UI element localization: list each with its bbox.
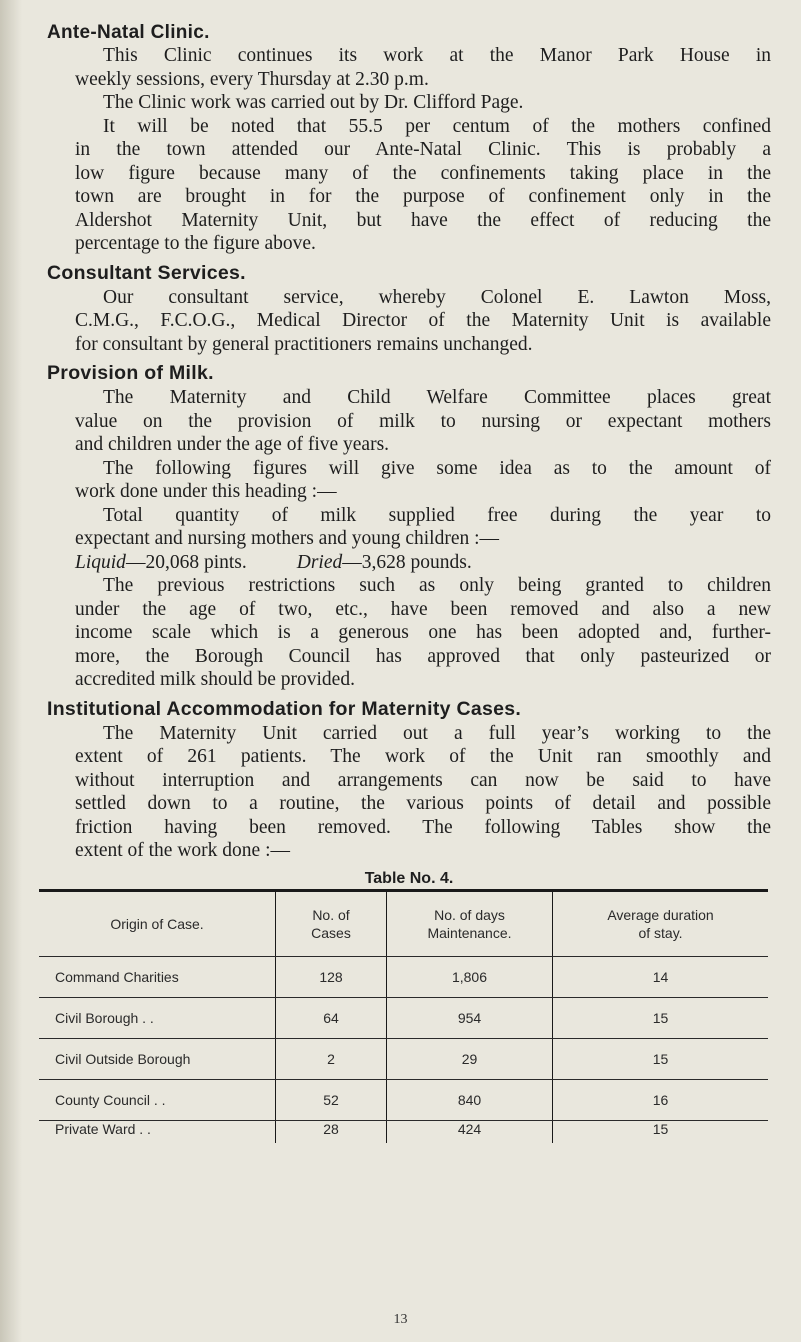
text-line: settled down to a routine, the various points of detail and possible xyxy=(75,793,771,814)
dried-value: —3,628 pounds. xyxy=(342,551,472,573)
text-line: town are brought in for the purpose of confinement only in the xyxy=(75,186,771,207)
text-line: more, the Borough Council has approved that only pasteurized or xyxy=(75,645,771,667)
text-line: The previous restrictions such as only being granted to children xyxy=(103,575,771,596)
liquid-value: —20,068 pints. xyxy=(125,551,247,573)
column-header-origin: Origin of Case. xyxy=(39,890,276,956)
section-ante-natal xyxy=(47,22,771,256)
cell-days: 29 xyxy=(387,1038,553,1079)
cell-cases: 2 xyxy=(276,1038,387,1079)
column-header-cases: No. of Cases xyxy=(276,890,387,956)
text-line: friction having been removed. The following Tables show the xyxy=(75,816,771,838)
text-line: value on the provision of milk to nursing or expectant mothers xyxy=(75,410,771,432)
section-institutional xyxy=(47,696,771,863)
cell-duration: 15 xyxy=(553,1038,769,1079)
cell-duration: 15 xyxy=(553,1120,769,1143)
section-heading: Consultant Services. xyxy=(47,261,246,284)
table-row xyxy=(39,1079,768,1120)
liquid-label: Liquid xyxy=(75,551,126,573)
milk-quantities xyxy=(47,551,771,575)
text-line: work done under this heading :— xyxy=(75,481,337,502)
text-line: The following figures will give some idea as to the amount of xyxy=(103,457,771,479)
text-line: It will be noted that 55.5 per centum of the mothers confined xyxy=(103,115,771,137)
cell-origin: Civil Outside Borough xyxy=(39,1038,276,1079)
page-number: 13 xyxy=(393,1312,408,1327)
cell-cases: 128 xyxy=(276,956,387,997)
cell-duration: 16 xyxy=(553,1079,769,1120)
cell-days: 954 xyxy=(387,997,553,1038)
table-title: Table No. 4. xyxy=(364,869,454,887)
text-line: expectant and nursing mothers and young children :— xyxy=(75,528,500,549)
section-heading: Ante-Natal Clinic. xyxy=(47,22,210,43)
text-line: Our consultant service, whereby Colonel E. Lawton Moss, xyxy=(103,286,771,308)
text-line: The Maternity Unit carried out a full year’s working to the xyxy=(103,722,771,744)
text-line: without interruption and arrangements can now be said to have xyxy=(75,769,771,791)
cell-days: 424 xyxy=(387,1120,553,1143)
cell-duration: 14 xyxy=(553,956,769,997)
text-line: extent of the work done :— xyxy=(75,840,290,861)
text-line: Aldershot Maternity Unit, but have the effect of reducing the xyxy=(75,209,771,231)
text-line: The Maternity and Child Welfare Committee places great xyxy=(103,387,771,408)
column-header-duration: Average duration of stay. xyxy=(553,890,769,956)
section-milk xyxy=(47,360,771,692)
section-heading: Institutional Accommodation for Maternity Cases. xyxy=(47,697,522,720)
column-header-days: No. of days Maintenance. xyxy=(387,890,553,956)
table-header-row xyxy=(39,890,768,956)
text-line: accredited milk should be provided. xyxy=(75,669,355,690)
cell-origin: Private Ward . . xyxy=(39,1120,276,1143)
text-line: C.M.G., F.C.O.G., Medical Director of the Maternity Unit is available xyxy=(75,310,771,331)
text-line: weekly sessions, every Thursday at 2.30 p.m. xyxy=(75,68,429,90)
cell-duration: 15 xyxy=(553,997,769,1038)
cell-origin: Civil Borough . . xyxy=(39,997,276,1038)
text-line: This Clinic continues its work at the Manor Park House in xyxy=(103,45,771,66)
table-row xyxy=(39,956,768,997)
page-edge-shadow xyxy=(0,0,22,1342)
cell-days: 1,806 xyxy=(387,956,553,997)
text-line: and children under the age of five years. xyxy=(75,434,390,455)
table-row xyxy=(39,1120,768,1143)
text-line: in the town attended our Ante-Natal Clinic. This is probably a xyxy=(75,139,771,160)
cell-cases: 28 xyxy=(276,1120,387,1143)
cell-cases: 52 xyxy=(276,1079,387,1120)
section-consultant xyxy=(47,260,771,357)
cell-origin: Command Charities xyxy=(39,956,276,997)
dried-label: Dried xyxy=(296,551,343,573)
text-line: low figure because many of the confinements taking place in the xyxy=(75,162,771,184)
maternity-cases-table xyxy=(39,889,768,1143)
cell-cases: 64 xyxy=(276,997,387,1038)
text-line: percentage to the figure above. xyxy=(75,233,316,254)
table-row xyxy=(39,1038,768,1079)
section-heading: Provision of Milk. xyxy=(47,362,214,384)
text-line: extent of 261 patients. The work of the Unit ran smoothly and xyxy=(75,746,771,767)
text-line: Total quantity of milk supplied free during the year to xyxy=(103,504,771,526)
text-line: for consultant by general practitioners remains unchanged. xyxy=(75,333,533,355)
cell-origin: County Council . . xyxy=(39,1079,276,1120)
text-line: income scale which is a generous one has been adopted and, further- xyxy=(75,622,771,643)
text-line: The Clinic work was carried out by Dr. Clifford Page. xyxy=(103,92,524,113)
table-row xyxy=(39,997,768,1038)
cell-days: 840 xyxy=(387,1079,553,1120)
text-line: under the age of two, etc., have been removed and also a new xyxy=(75,598,771,620)
